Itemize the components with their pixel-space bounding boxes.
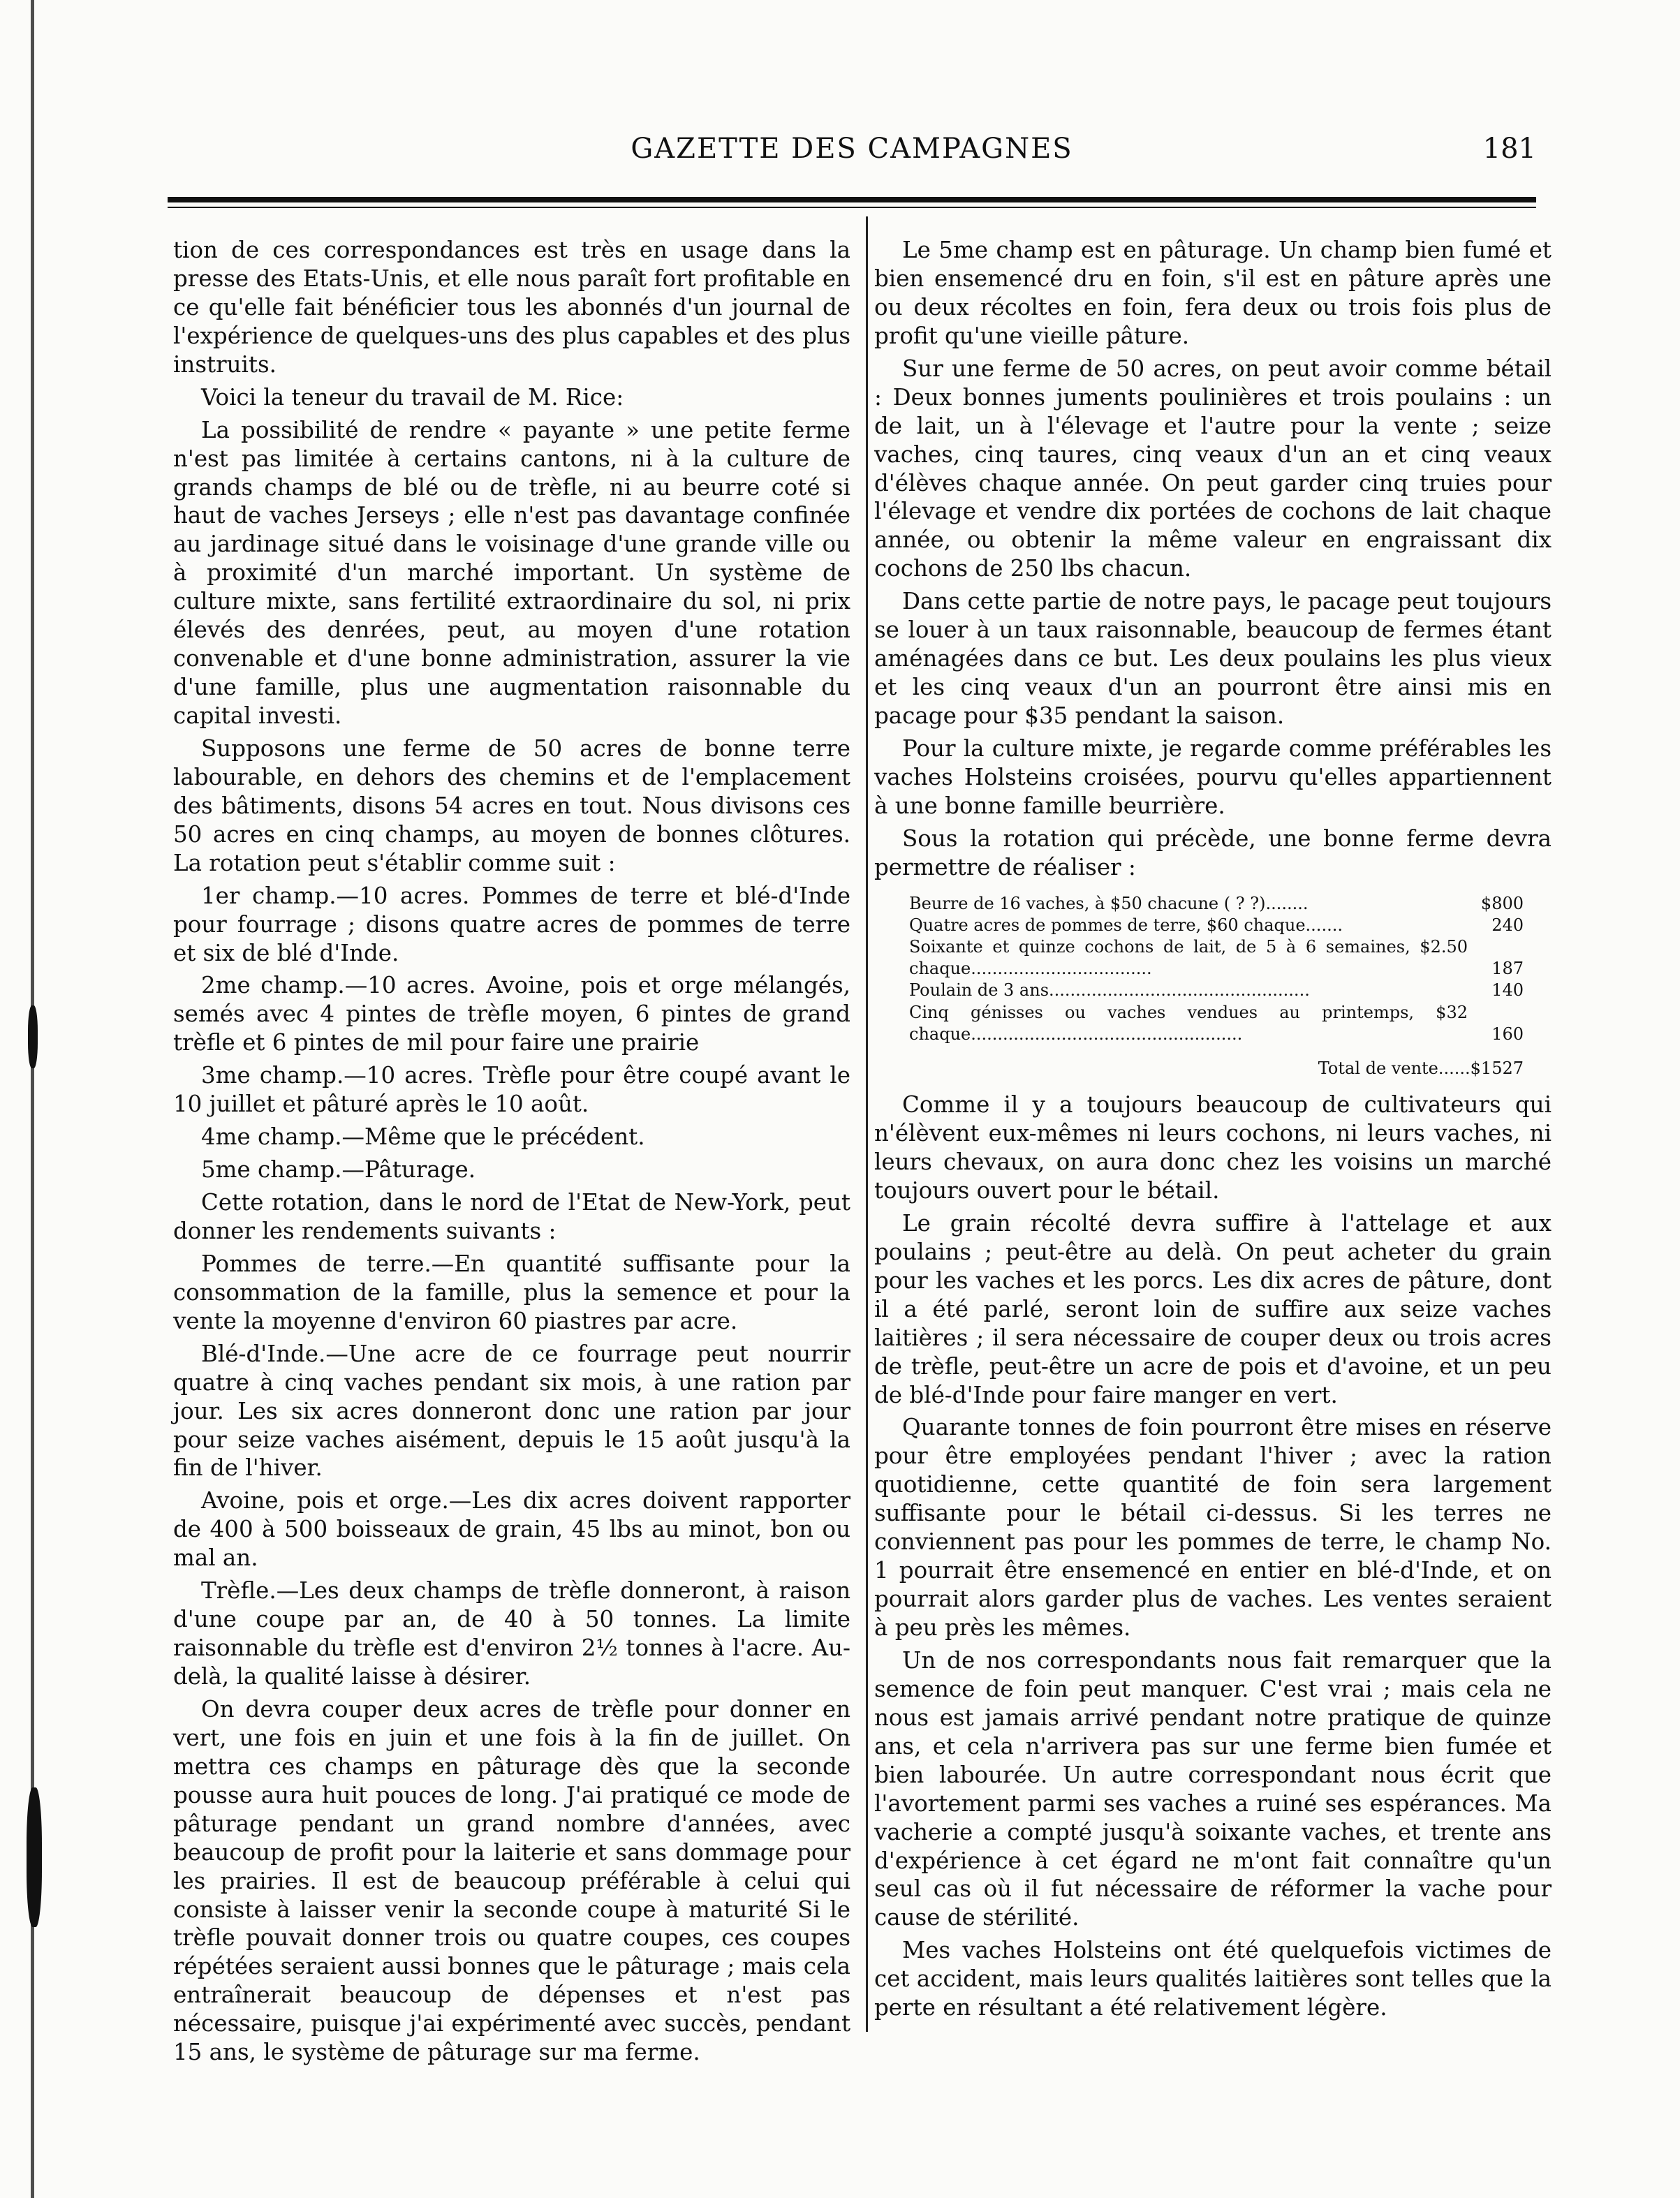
left-column bbox=[173, 236, 850, 2071]
paragraph: 1er champ.—10 acres. Pommes de terre et blé-d'Inde pour fourrage ; disons quatre acres de pommes de terre et six de blé d'Inde. bbox=[173, 882, 850, 966]
ledger-total: Total de vente......$1527 bbox=[1318, 1058, 1524, 1078]
ledger-item: Poulain de 3 ans................................................. bbox=[909, 980, 1310, 1001]
paragraph: Supposons une ferme de 50 acres de bonne terre labourable, en dehors des chemins et de l'emplacement des bâtiments, disons 54 acres en tout. Nous divisons ces 50 acres en cinq champs, au moyen de bonnes clôtures. La rotation peut s'établir comme suit : bbox=[173, 735, 850, 876]
paragraph: 4me champ.—Même que le précédent. bbox=[201, 1123, 645, 1151]
ledger-row bbox=[909, 915, 1524, 936]
paragraph: Un de nos correspondants nous fait remarquer que la semence de foin peut manquer. C'est vrai ; mais cela ne nous est jamais arrivé pendant notre pratique de quinze ans, et cela n'arrivera pas sur une ferme bien fumée et bien labourée. Un autre correspondant nous écrit que l'avortement parmi ses vaches a ruiné ses espérances. Ma vacherie a compté jusqu'à soixante vaches, et trente ans d'expérience à cet égard ne m'ont fait connaître qu'un seul cas où il fut nécessaire de réformer la vache pour cause de stérilité. bbox=[874, 1646, 1552, 1931]
paragraph: Pour la culture mixte, je regarde comme préférables les vaches Holsteins croisées, pourvu qu'elles appartiennent à une bonne famille beurrière. bbox=[874, 735, 1552, 819]
paragraph: Le grain récolté devra suffire à l'attelage et aux poulains ; peut-être au delà. On peut acheter du grain pour les vaches et les porcs. Les dix acres de pâture, dont il a été parlé, seront loin de suffire aux seize vaches laitières ; il sera nécessaire de couper deux ou trois acres de trèfle, peut-être un acre de pois et d'avoine, et un peu de blé-d'Inde pour faire manger en vert. bbox=[874, 1209, 1552, 1408]
page-number: 181 bbox=[1482, 133, 1536, 165]
binding-blot bbox=[28, 1005, 38, 1068]
paragraph: Quarante tonnes de foin pourront être mises en réserve pour être employées pendant l'hiver ; avec la ration quotidienne, cette quantité de foin sera largement suffisante pour le bétail ci-dessus. Si les terres ne conviennent pas pour les pommes de terre, le champ No. 1 pourrait être ensemencé en entier en blé-d'Inde, et on pourrait alors garder plus de vaches. Les ventes seraient à peu près les mêmes. bbox=[874, 1414, 1552, 1641]
header-rule-thin bbox=[168, 207, 1536, 208]
paragraph: tion de ces correspondances est très en usage dans la presse des Etats-Unis, et elle nous paraît fort profitable en ce qu'elle fait bénéficier tous les abonnés d'un journal de l'expérience de quelques-uns des plus capables et des plus instruits. bbox=[173, 237, 850, 378]
ledger-amount: 240 bbox=[1491, 915, 1524, 935]
ledger-item: Cinq génisses ou vaches vendues au printemps, $32 chaque................................................... bbox=[909, 1002, 1468, 1044]
paragraph: 2me champ.—10 acres. Avoine, pois et orge mélangés, semés avec 4 pintes de trèfle moyen, 6 pintes de grand trèfle et 6 pintes de mil pour faire une prairie bbox=[173, 972, 850, 1056]
header-rule-thick bbox=[168, 197, 1536, 202]
revenue-ledger bbox=[909, 893, 1524, 1080]
ledger-amount: 187 bbox=[1491, 959, 1524, 979]
paragraph: Comme il y a toujours beaucoup de cultivateurs qui n'élèvent eux-mêmes ni leurs cochons, ni leurs vaches, ni leurs chevaux, on aura donc chez les voisins un marché toujours ouvert pour le bétail. bbox=[874, 1091, 1552, 1204]
paragraph: Blé-d'Inde.—Une acre de ce fourrage peut nourrir quatre à cinq vaches pendant six mois, à une ration par jour. Les six acres donneront donc une ration par jour pour seize vaches aisément, depuis le 15 août jusqu'à la fin de l'hiver. bbox=[173, 1340, 850, 1482]
paragraph: La possibilité de rendre « payante » une petite ferme n'est pas limitée à certains cantons, ni à la culture de grands champs de blé ou de trèfle, ni au beurre coté si haut de vaches Jerseys ; elle n'est pas davantage confinée au jardinage situé dans le voisinage d'une grande ville ou à proximité d'un marché important. Un système de culture mixte, sans fertilité extraordinaire du sol, ni prix élevés des denrées, peut, au moyen d'une rotation convenable et d'une bonne administration, assurer la vie d'une famille, plus une augmentation raisonnable du capital investi. bbox=[173, 416, 850, 729]
paragraph: Avoine, pois et orge.—Les dix acres doivent rapporter de 400 à 500 boisseaux de grain, 45 lbs au minot, bon ou mal an. bbox=[173, 1487, 850, 1572]
ledger-amount: 160 bbox=[1491, 1024, 1524, 1044]
right-column bbox=[874, 236, 1552, 2026]
running-header bbox=[168, 133, 1536, 175]
paragraph: Cette rotation, dans le nord de l'Etat de New-York, peut donner les rendements suivants : bbox=[173, 1189, 850, 1244]
paragraph: Sur une ferme de 50 acres, on peut avoir comme bétail : Deux bonnes juments poulinières et trois poulains : un de lait, un à l'élevage et l'autre pour la vente ; seize vaches, cinq taures, cinq veaux d'un an et cinq veaux d'élèves chaque année. On peut garder cinq truies pour l'élevage et vendre dix portées de cochons de lait chaque année, ou obtenir la même valeur en engraissant dix cochons de 250 lbs chacun. bbox=[874, 355, 1552, 582]
paragraph: Mes vaches Holsteins ont été quelquefois victimes de cet accident, mais leurs qualités laitières sont telles que la perte en résultant a été relativement légère. bbox=[874, 1937, 1552, 2021]
ledger-row bbox=[909, 980, 1524, 1001]
paragraph: 3me champ.—10 acres. Trèfle pour être coupé avant le 10 juillet et pâturé après le 10 août. bbox=[173, 1062, 850, 1118]
binding-blot bbox=[27, 1787, 42, 1927]
paragraph: On devra couper deux acres de trèfle pour donner en vert, une fois en juin et une fois à la fin de juillet. On mettra ces champs en pâturage dès que la seconde pousse aura huit pouces de long. J'ai pratiqué ce mode de pâturage pendant un grand nombre d'années, avec beaucoup de profit pour la laiterie et sans dommage pour les prairies. Il est de beaucoup préférable à celui qui consiste à laisser venir la seconde coupe à maturité Si le trèfle pouvait donner trois ou quatre coupes, ces coupes répétées seraient aussi bonnes que le pâturage ; mais cela entraînerait beaucoup de dépenses et n'est pas nécessaire, puisque j'ai expérimenté avec succès, pendant 15 ans, le système de pâturage sur ma ferme. bbox=[173, 1695, 850, 2066]
journal-title: GAZETTE DES CAMPAGNES bbox=[631, 133, 1073, 165]
column-divider bbox=[866, 216, 868, 2032]
ledger-item: Soixante et quinze cochons de lait, de 5 à 6 semaines, $2.50 chaque.................................. bbox=[909, 937, 1468, 979]
ledger-amount: 140 bbox=[1491, 980, 1524, 1001]
ledger-row bbox=[909, 1002, 1524, 1045]
paragraph: Le 5me champ est en pâturage. Un champ bien fumé et bien ensemencé dru en foin, s'il est en pâture après une ou deux récoltes en foin, fera deux ou trois fois plus de profit qu'une vieille pâture. bbox=[874, 237, 1552, 349]
ledger-row bbox=[909, 936, 1524, 980]
paragraph: 5me champ.—Pâturage. bbox=[201, 1156, 476, 1183]
paragraph: Sous la rotation qui précède, une bonne ferme devra permettre de réaliser : bbox=[874, 825, 1552, 880]
ledger-item: Quatre acres de pommes de terre, $60 chaque....... bbox=[909, 915, 1343, 935]
paragraph: Dans cette partie de notre pays, le pacage peut toujours se louer à un taux raisonnable, beaucoup de fermes étant aménagées dans ce but. Les deux poulains les plus vieux et les cinq veaux d'un an pourront être ainsi mis en pacage pour $35 pendant la saison. bbox=[874, 588, 1552, 729]
ledger-row bbox=[909, 893, 1524, 915]
ledger-item: Beurre de 16 vaches, à $50 chacune ( ? ?)........ bbox=[909, 893, 1309, 913]
paragraph: Pommes de terre.—En quantité suffisante pour la consommation de la famille, plus la semence et pour la vente la moyenne d'environ 60 piastres par acre. bbox=[173, 1250, 850, 1334]
paragraph: Trèfle.—Les deux champs de trèfle donneront, à raison d'une coupe par an, de 40 à 50 tonnes. La limite raisonnable du trèfle est d'environ 2½ tonnes à l'acre. Au-delà, la qualité laisse à désirer. bbox=[173, 1577, 850, 1690]
paragraph: Voici la teneur du travail de M. Rice: bbox=[201, 383, 624, 411]
ledger-amount: $800 bbox=[1480, 893, 1524, 913]
